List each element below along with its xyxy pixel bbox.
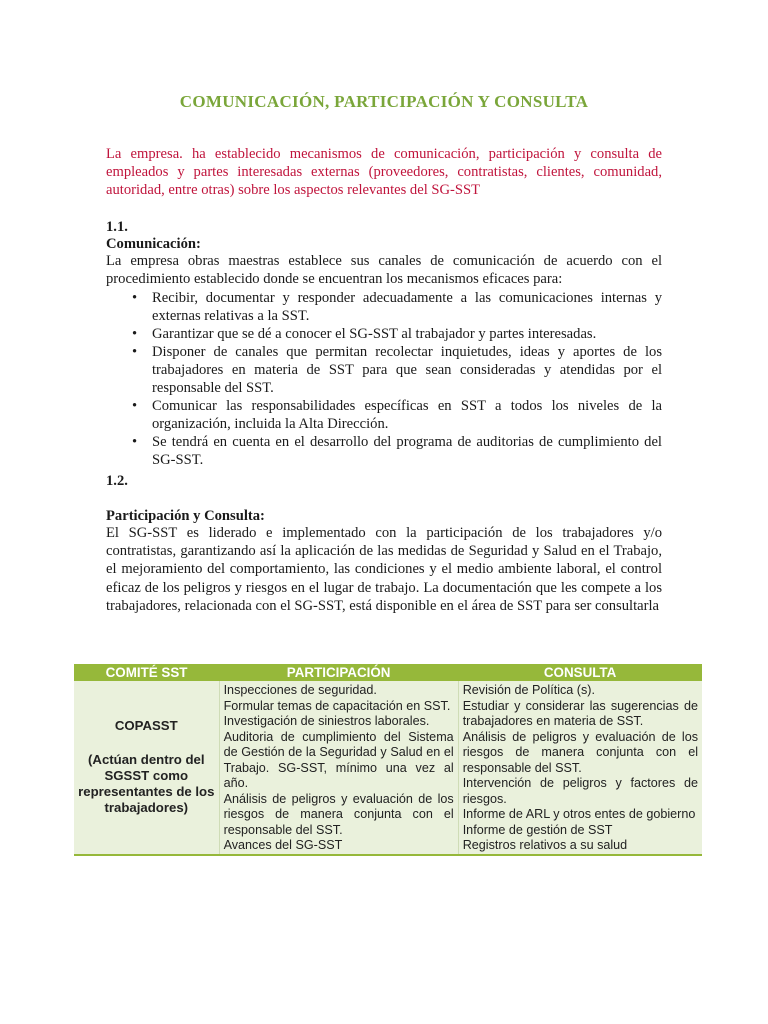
bullet-list bbox=[106, 290, 662, 470]
list-item: • Se tendrá en cuenta en el desarrollo del programa de auditorias de cumplimiento del SG-SST. bbox=[132, 433, 662, 468]
section-heading: Comunicación: bbox=[106, 236, 201, 252]
column-header: COMITÉ SST bbox=[74, 664, 219, 681]
list-item: • Comunicar las responsabilidades específicas en SST a todos los niveles de la organización, incluida la Alta Dirección. bbox=[132, 397, 662, 432]
intro-paragraph: La empresa. ha establecido mecanismos de comunicación, participación y consulta de empleados y partes interesadas externas (proveedores, contratistas, clientes, comunidad, autoridad, entre otras) sobre los aspectos relevantes del SG-SST bbox=[106, 146, 662, 199]
list-item: Auditoria de cumplimiento del Sistema de Gestión de la Seguridad y Salud en el Trabajo. SG-SST, mínimo una vez al año. bbox=[223, 729, 454, 790]
list-item: • Disponer de canales que permitan recolectar inquietudes, ideas y aportes de los trabajadores en materia de SST para que sean consideradas y atendidas por el responsable del SST. bbox=[132, 344, 662, 396]
list-item: Avances del SG-SST bbox=[223, 838, 343, 852]
list-item: Informe de ARL y otros entes de gobierno bbox=[462, 807, 696, 821]
section-body: La empresa obras maestras establece sus canales de comunicación de acuerdo con el procedimiento establecido donde se encuentran los mecanismos eficaces para: bbox=[106, 253, 662, 288]
list-item: • Garantizar que se dé a conocer el SG-SST al trabajador y partes interesadas. bbox=[132, 325, 597, 342]
list-item: Análisis de peligros y evaluación de los riesgos de manera conjunta con el responsable del SST. bbox=[223, 791, 454, 837]
list-item: Investigación de siniestros laborales. bbox=[223, 714, 430, 728]
committee-note: (Actúan dentro del SGSST como representantes de los trabajadores) bbox=[78, 752, 215, 816]
bullet-icon: • bbox=[132, 344, 138, 361]
page-title: COMUNICACIÓN, PARTICIPACIÓN Y CONSULTA bbox=[179, 92, 589, 111]
table-header-row bbox=[74, 664, 702, 681]
list-item: Análisis de peligros y evaluación de los riesgos de manera conjunta con el responsable del SST. bbox=[462, 729, 698, 775]
list-item: Estudiar y considerar las sugerencias de trabajadores en materia de SST. bbox=[462, 698, 698, 728]
section-heading: Participación y Consulta: bbox=[106, 508, 265, 524]
committee-table bbox=[74, 664, 702, 856]
column-header: CONSULTA bbox=[458, 664, 702, 681]
bullet-icon: • bbox=[132, 290, 138, 306]
section-number: 1.2. bbox=[106, 473, 128, 489]
column-header: PARTICIPACIÓN bbox=[219, 664, 458, 681]
bullet-icon: • bbox=[132, 397, 138, 414]
section-number: 1.1. bbox=[106, 219, 128, 235]
list-item: Formular temas de capacitación en SST. bbox=[223, 698, 451, 713]
list-item: Intervención de peligros y factores de riesgos. bbox=[462, 776, 698, 806]
list-item: Inspecciones de seguridad. bbox=[223, 683, 377, 697]
list-item: Registros relativos a su salud bbox=[462, 838, 628, 852]
bullet-icon: • bbox=[132, 433, 138, 450]
participation-cell bbox=[219, 681, 458, 855]
list-item: Revisión de Política (s). bbox=[462, 683, 595, 697]
bullet-icon: • bbox=[132, 325, 138, 342]
consultation-cell bbox=[458, 681, 702, 855]
committee-name: COPASST bbox=[114, 718, 178, 734]
list-item: • Recibir, documentar y responder adecuadamente a las comunicaciones internas y externas relativas a la SST. bbox=[132, 290, 662, 324]
table-row bbox=[74, 681, 702, 855]
section-body: El SG-SST es liderado e implementado con la participación de los trabajadores y/o contratistas, garantizando así la aplicación de las medidas de Seguridad y Salud en el Trabajo, el mejoramiento del comportamiento, las condiciones y el medio ambiente laboral, el control eficaz de los peligros y riesgos en el lugar de trabajo. La documentación que les compete a los trabajadores, relacionada con el SG-SST, está disponible en el área de SST para ser consultarla bbox=[106, 525, 662, 614]
list-item: Informe de gestión de SST bbox=[462, 822, 613, 837]
committee-cell bbox=[74, 681, 219, 855]
